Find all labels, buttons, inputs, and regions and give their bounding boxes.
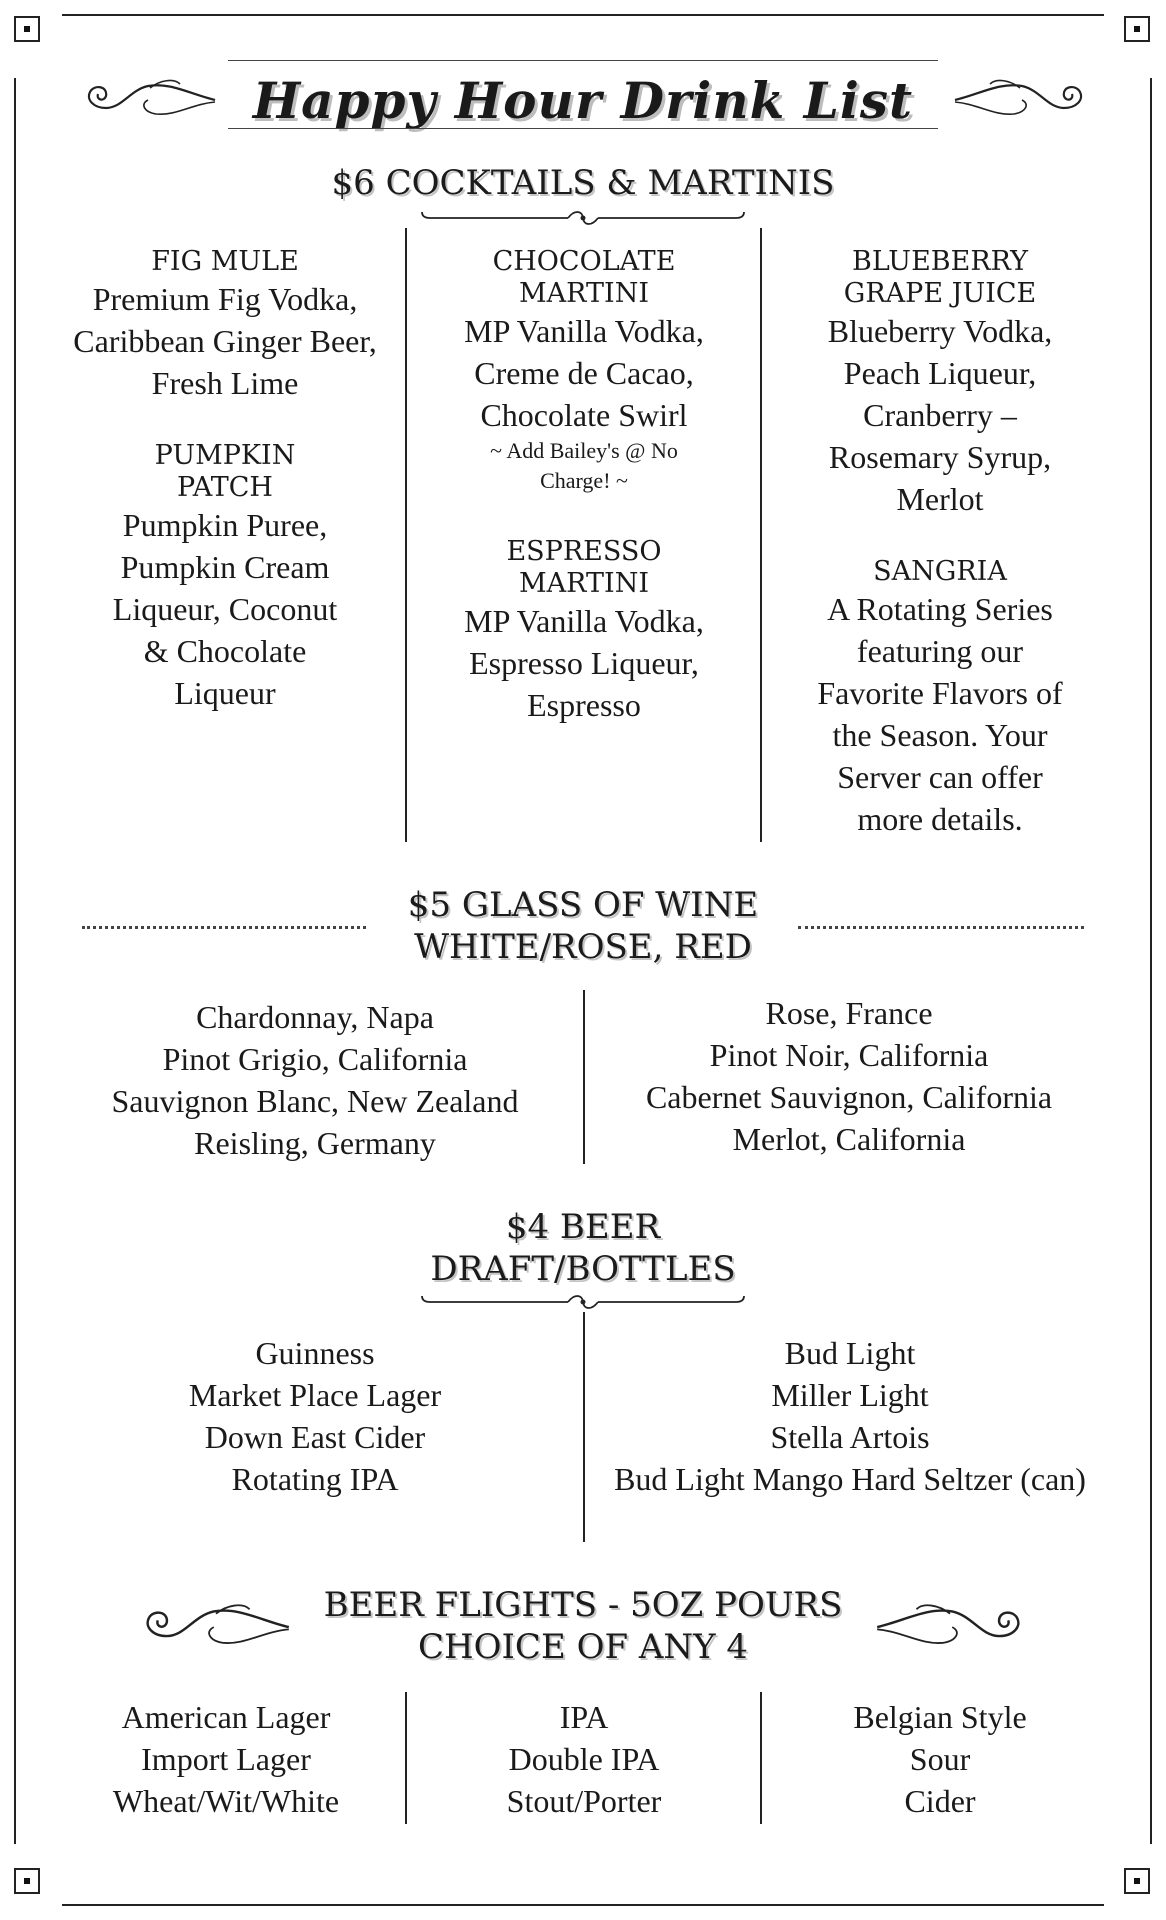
column-divider (760, 228, 762, 842)
item-desc-line: Pumpkin Cream (120, 549, 330, 585)
menu-item (764, 556, 1116, 840)
list-item: Belgian Style (853, 1699, 1027, 1735)
frame-right-border (1150, 78, 1152, 1844)
item-desc-line: Peach Liqueur, (843, 355, 1037, 391)
section-heading-line: WHITE/ROSE, RED (414, 927, 752, 967)
item-desc-line: Fresh Lime (151, 365, 299, 401)
list-item: Pinot Noir, California (709, 1037, 989, 1073)
list-item: Market Place Lager (188, 1377, 442, 1413)
item-name: SANGRIA (873, 556, 1007, 587)
item-desc-line: Premium Fig Vodka, (92, 281, 358, 317)
title-rule-top (228, 60, 938, 61)
menu-item (40, 246, 410, 404)
scroll-flourish-icon (870, 1598, 1030, 1654)
section-heading-line: $4 BEER (505, 1207, 661, 1247)
flight-list (764, 1696, 1116, 1822)
frame-left-border (14, 78, 16, 1844)
corner-square-icon (1124, 16, 1150, 42)
item-desc-line: more details. (857, 801, 1023, 837)
item-desc-line: Creme de Cacao, (474, 355, 694, 391)
list-item: Double IPA (508, 1741, 660, 1777)
item-note-line: Charge! ~ (540, 468, 628, 493)
menu-item (764, 246, 1116, 520)
list-item: Pinot Grigio, California (162, 1041, 468, 1077)
item-note-line: ~ Add Bailey's @ No (490, 438, 678, 463)
item-name: PUMPKIN (154, 440, 296, 471)
title-rule-bottom (228, 128, 938, 129)
item-desc-line: Chocolate Swirl (480, 397, 688, 433)
corner-square-icon (1124, 1868, 1150, 1894)
item-desc-line: the Season. Your (832, 717, 1048, 753)
column-divider (583, 990, 585, 1164)
section-heading-line: CHOICE OF ANY 4 (417, 1627, 749, 1667)
section-heading-flights (296, 1584, 870, 1668)
flight-list (40, 1696, 412, 1822)
list-item: Stout/Porter (506, 1783, 662, 1819)
column-divider (583, 1312, 585, 1542)
item-desc-line: Caribbean Ginger Beer, (73, 323, 377, 359)
item-desc-line: Liqueur, Coconut (112, 591, 338, 627)
section-heading-beer (380, 1206, 786, 1290)
list-item: Sour (909, 1741, 971, 1777)
list-item: Wheat/Wit/White (112, 1783, 340, 1819)
menu-item (410, 536, 758, 726)
scroll-flourish-icon (80, 74, 220, 124)
item-desc-line: MP Vanilla Vodka, (464, 603, 704, 639)
beer-list-left (60, 1332, 570, 1500)
dotted-rule (82, 926, 366, 929)
item-desc-line: Espresso (527, 687, 641, 723)
item-desc-line: Cranberry – (863, 397, 1017, 433)
item-desc-line: Favorite Flavors of (817, 675, 1063, 711)
list-item: Bud Light (784, 1335, 916, 1371)
page-title: Happy Hour Drink List (252, 71, 914, 130)
item-name: GRAPE JUICE (843, 278, 1037, 309)
scroll-flourish-icon (950, 74, 1090, 124)
list-item: Chardonnay, Napa (196, 999, 434, 1035)
list-item: Import Lager (141, 1741, 311, 1777)
list-item: Cabernet Sauvignon, California (645, 1079, 1053, 1115)
item-desc-line: & Chocolate (143, 633, 307, 669)
item-desc-line: Pumpkin Puree, (122, 507, 328, 543)
section-heading-wine (370, 884, 796, 968)
list-item: Stella Artois (770, 1419, 930, 1455)
ornament-divider-icon (418, 1290, 748, 1312)
ornament-divider-icon (418, 206, 748, 228)
item-name: FIG MULE (151, 246, 299, 277)
list-item: Sauvignon Blanc, New Zealand (111, 1083, 519, 1119)
list-item: Rotating IPA (231, 1461, 399, 1497)
list-item: American Lager (121, 1699, 331, 1735)
list-item: Reisling, Germany (194, 1125, 436, 1161)
dotted-rule (798, 926, 1084, 929)
item-desc-line: Blueberry Vodka, (827, 313, 1053, 349)
item-desc-line: featuring our (856, 633, 1024, 669)
wine-list-white (60, 996, 570, 1164)
item-desc-line: Server can offer (837, 759, 1043, 795)
list-item: IPA (559, 1699, 609, 1735)
flight-list (410, 1696, 758, 1822)
item-desc-line: Rosemary Syrup, (828, 439, 1052, 475)
item-name: ESPRESSO (506, 536, 662, 567)
item-name: MARTINI (519, 278, 649, 309)
item-desc-line: MP Vanilla Vodka, (464, 313, 704, 349)
scroll-flourish-icon (136, 1598, 296, 1654)
list-item: Cider (904, 1783, 976, 1819)
item-name: BLUEBERRY (852, 246, 1028, 277)
list-item: Bud Light Mango Hard Seltzer (can) (614, 1461, 1086, 1497)
item-name: PATCH (177, 472, 273, 503)
menu-item (410, 246, 758, 496)
list-item: Miller Light (771, 1377, 929, 1413)
frame-bottom-border (62, 1904, 1104, 1906)
section-heading-line: BEER FLIGHTS - 5OZ POURS (323, 1585, 843, 1625)
list-item: Merlot, California (732, 1121, 966, 1157)
list-item: Guinness (255, 1335, 375, 1371)
section-heading-line: DRAFT/BOTTLES (430, 1249, 736, 1289)
item-desc-line: Liqueur (174, 675, 276, 711)
beer-list-right (588, 1332, 1112, 1500)
wine-list-red (592, 992, 1106, 1160)
corner-square-icon (14, 16, 40, 42)
section-heading-line: $5 GLASS OF WINE (407, 885, 759, 925)
list-item: Down East Cider (204, 1419, 426, 1455)
section-heading-cocktails: $6 COCKTAILS & MARTINIS (331, 163, 835, 203)
item-name: CHOCOLATE (492, 246, 676, 277)
list-item: Rose, France (765, 995, 933, 1031)
menu-item (40, 440, 410, 714)
column-divider (760, 1692, 762, 1824)
corner-square-icon (14, 1868, 40, 1894)
item-name: MARTINI (519, 568, 649, 599)
frame-top-border (62, 14, 1104, 16)
item-desc-line: Espresso Liqueur, (469, 645, 699, 681)
item-desc-line: A Rotating Series (827, 591, 1053, 627)
item-desc-line: Merlot (896, 481, 984, 517)
